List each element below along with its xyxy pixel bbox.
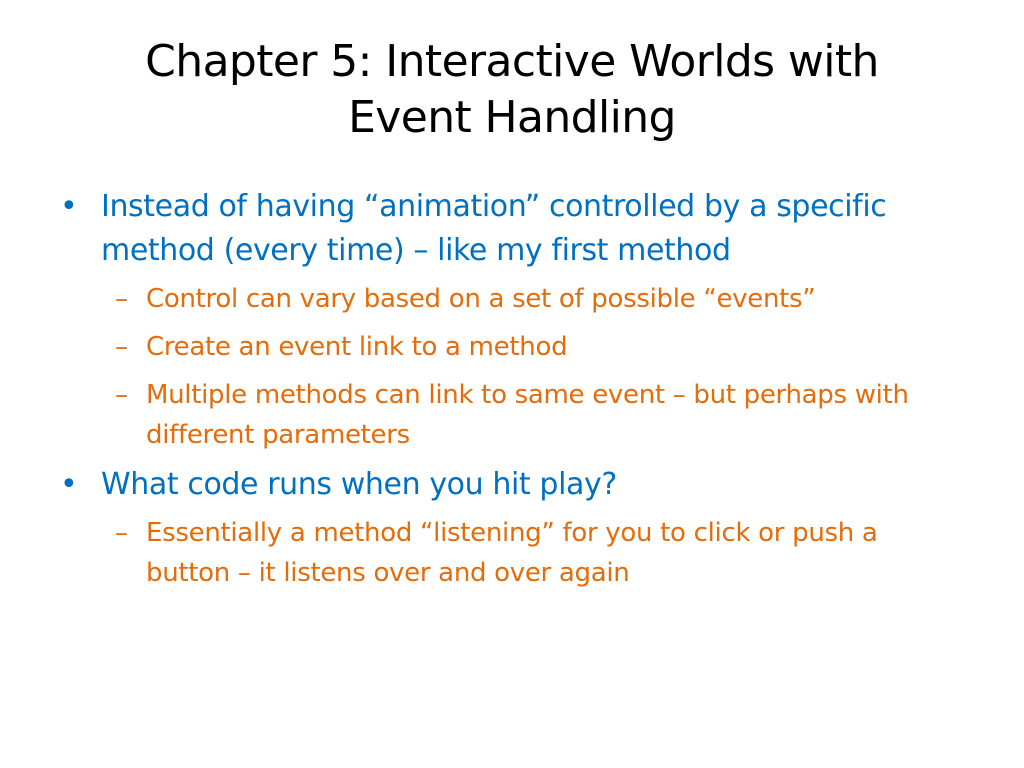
dash-icon: – bbox=[115, 518, 128, 548]
bullet-item bbox=[60, 185, 960, 273]
bullet-item bbox=[60, 463, 960, 507]
bullet-text: Instead of having “animation” controlled by a specific method (every time) – like my first method bbox=[101, 189, 887, 268]
slide-title bbox=[60, 34, 964, 146]
sub-bullet-text: Control can vary based on a set of possible “events” bbox=[146, 284, 816, 314]
slide-title-line-1: Chapter 5: Interactive Worlds with bbox=[145, 36, 879, 87]
slide-body bbox=[60, 185, 960, 601]
dash-icon: – bbox=[115, 380, 128, 410]
bullet-dot-icon: • bbox=[60, 467, 78, 502]
sub-bullet-text: Essentially a method “listening” for you to click or push a button – it listens over and over again bbox=[146, 518, 878, 588]
sub-bullet-text: Create an event link to a method bbox=[146, 332, 568, 362]
bullet-dot-icon: • bbox=[60, 189, 78, 224]
slide-title-line-2: Event Handling bbox=[348, 92, 676, 143]
sub-bullet-text: Multiple methods can link to same event – but perhaps with different parameters bbox=[146, 380, 909, 450]
sub-bullet-item bbox=[60, 375, 960, 455]
sub-bullet-item bbox=[60, 327, 960, 367]
sub-bullet-item bbox=[60, 513, 960, 593]
dash-icon: – bbox=[115, 332, 128, 362]
bullet-text: What code runs when you hit play? bbox=[101, 467, 617, 502]
dash-icon: – bbox=[115, 284, 128, 314]
sub-bullet-item bbox=[60, 279, 960, 319]
